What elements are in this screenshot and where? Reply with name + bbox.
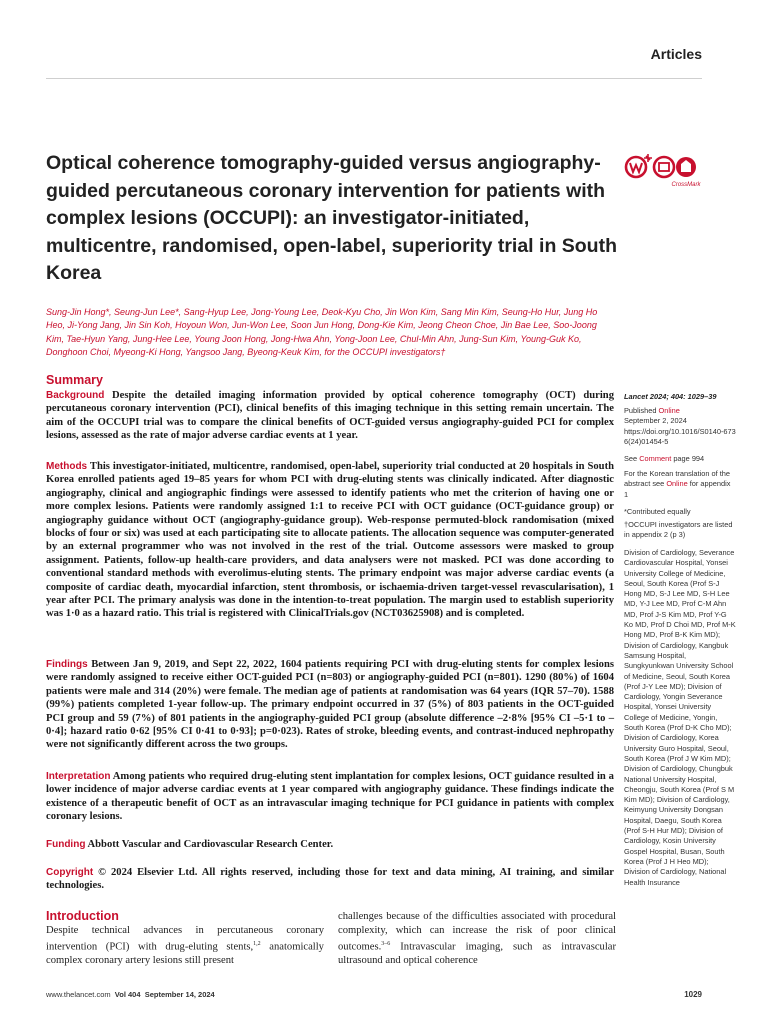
footer-volume: Vol 404	[114, 990, 141, 999]
badges	[624, 152, 704, 192]
copyright-text: © 2024 Elsevier Ltd. All rights reserved, including those for text and data mining, AI training, and similar technologies.	[46, 867, 614, 892]
open-access-icon[interactable]	[626, 154, 674, 177]
published-online-link[interactable]: Online	[658, 406, 680, 415]
methods-text: This investigator-initiated, multicentre, randomised, open-label, superiority trial conducted at 20 hospitals in South Korea enrolled patients aged 19–85 years for whom PCI with drug-eluting stents was clinically indicated. After diagnostic angiography, clinical and angiographic findings were assessed to identify patients who met the criterion of having one or more complex lesions. Patients were randomly assigned 1:1 to receive PCI with OCT guidance (OCT-guidance group) or angiography guidance without OCT (angiography-guidance group). Web-response permuted-block randomisation (mixed blocks of four or six) was used at each participating site to allocate patients. The allocation sequence was computer-generated by an external programmer who was not involved in the rest of the trial. Outcome assessors were masked to group assignment. Patients, follow-up health-care providers, and data analysers were not masked. PCI was done according to conventional standard methods with everolimus-eluting stents. The primary endpoint was major adverse cardiac events (a composite of cardiac death, myocardial infarction, stent thrombosis, or ischaemia-driven target-vessel revascularisation), 1 year after PCI. The primary analysis was done in the intention-to-treat population. The margin used to establish superiority was 1·0 as a hazard ratio. This trial is registered with ClinicalTrials.gov (NCT03625908) and is completed.	[46, 461, 614, 620]
sidebar-see-comment: See Comment page 994	[624, 454, 705, 463]
interpretation-text: Among patients who required drug-eluting stent implantation for complex lesions, OCT guidance resulted in a lower incidence of major adverse cardiac events at 1 year compared with angiography guidance. These findings indicate the existence of a therapeutic benefit of OCT as an intravascular imaging technique for PCI guidance in patients with complex coronary lesions.	[46, 771, 614, 823]
crossmark-icon[interactable]	[676, 157, 696, 177]
findings-text: Between Jan 9, 2019, and Sept 22, 2022, 1604 patients requiring PCI with drug-eluting stents for complex lesions were randomly assigned to receive either OCT-guided PCI (n=803) or angiography-guided PCI (n=801). 1290 (80%) of 1604 patients were male and 314 (20%) were female. The median age of patients at randomisation was 64 years (IQR 57–70). 1588 (99%) patients completed 1-year follow-up. The primary endpoint occurred in 37 (5%) of 803 patients in the OCT-guided PCI group and 59 (7%) of 801 patients in the angiography-guided PCI group (absolute difference –2·8% [95% CI –5·1 to –0·4]; hazard ratio 0·62 [95% CI 0·41 to 0·93]; p=0·023). Rates of stroke, bleeding events, and contrast-induced nephropathy were not significantly different across the two groups.	[46, 659, 614, 751]
abstract-methods	[46, 460, 614, 621]
methods-label: Methods	[46, 461, 88, 472]
footer-date: September 14, 2024	[144, 990, 215, 999]
header-rule	[46, 78, 702, 79]
abstract-funding	[46, 838, 614, 851]
page-number: 1029	[684, 990, 702, 999]
author-list: Sung-Jin Hong*, Seung-Jun Lee*, Sang-Hyup Lee, Jong-Young Lee, Deok-Kyu Cho, Jin Won Kim, Sang Min Kim, Seung-Ho Hur, Jung Ho Heo, Ji-Yong Jang, Jin Sin Koh, Hoyoun Won, Jun-Won Lee, Soon Jun Hong, Dong-Kie Kim, Jeong Cheon Choe, Jin Bae Lee, Soo-Joong Kim, Tae-Hyun Yang, Jung-Hee Lee, Young Joon Hong, Jong-Hwa Ahn, Yong-Joon Lee, Chul-Min Ahn, Jung-Sun Kim, Young-Guk Ko, Donghoon Choi, Myeong-Ki Hong, Yangsoo Jang, Byeong-Keuk Kim, for the OCCUPI investigators†	[46, 307, 598, 358]
findings-label: Findings	[46, 659, 88, 670]
summary-heading: Summary	[46, 373, 103, 387]
intro-column-2: challenges because of the difficulties associated with procedural complexity, which can increase the risk of poor clinical outcomes.$^{3-6}$ Intravascular imaging, such as intravascular ultrasound and optical coherence	[338, 911, 616, 966]
funding-text: Abbott Vascular and Cardiovascular Research Center.	[87, 839, 334, 850]
sidebar-investigators: †OCCUPI investigators are listed in appendix 2 (p 3)	[624, 520, 733, 540]
korean-online-link[interactable]: Online	[666, 479, 688, 489]
sidebar-korean: For the Korean translation of the abstract see Online for appendix 1	[624, 469, 731, 499]
funding-label: Funding	[46, 839, 86, 850]
article-title: Optical coherence tomography-guided versus angiography-guided percutaneous coronary intervention for patients with complex lesions (OCCUPI): an investigator-initiated, multicentre, randomised, open-label, superiority trial in South Korea	[46, 152, 618, 284]
copyright-label: Copyright	[46, 867, 94, 878]
footer-site[interactable]: www.thelancet.com	[46, 990, 111, 999]
section-label: Articles	[650, 46, 702, 62]
footer-left	[46, 990, 215, 999]
abstract-findings	[46, 658, 614, 752]
comment-link[interactable]: Comment	[639, 454, 672, 463]
interpretation-label: Interpretation	[46, 771, 111, 782]
intro-column-1: Despite technical advances in percutaneous coronary intervention (PCI) with drug-eluting stents,$^{1,2}$ anatomically complex coronary artery lesions still present	[46, 925, 324, 967]
abstract-interpretation	[46, 770, 614, 824]
sidebar-citation: Lancet 2024; 404: 1029–39	[624, 392, 717, 401]
abstract-copyright	[46, 866, 614, 893]
background-label: Background	[46, 390, 105, 401]
crossmark-label: CrossMark	[671, 182, 701, 188]
abstract-background	[46, 389, 614, 443]
sidebar-affiliations: Division of Cardiology, Severance Cardiovascular Hospital, Yonsei University College of Medicine, Seoul, South Korea (Prof S-J Hong MD, S-J Lee MD, S-H Lee MD, Y-J Lee MD, Prof C-M Ahn MD, Prof J-S Kim MD, Prof Y-G Ko MD, Prof D Choi MD, Prof M-K Hong MD, Prof B-K Kim MD); Division of Cardiology, Kangbuk Samsung Hospital, Sungkyunkwan University School of Medicine, Seoul, South Korea (Prof J-Y Lee MD); Division of Cardiology, Yongin Severance Hospital, Yonsei University College of Medicine, Yongin, South Korea (Prof D-K Cho MD); Division of Cardiology, Korea University Guro Hospital, Seoul, South Korea (Prof J W Kim MD); Division of Cardiology, Chungbuk National University Hospital, Cheongju, South Korea (Prof S M Kim MD); Division of Cardiology, Keimyung University Dongsan Hospital, Daegu, South Korea (Prof S-H Hur MD); Division of Cardiology, Kosin University Gospel Hospital, Busan, South Korea (Prof J H Heo MD); Division of Cardiology, National Health Insurance	[624, 548, 736, 887]
doi-link[interactable]: https://doi.org/10.1016/S0140-6736(24)01454-5	[624, 426, 736, 446]
sidebar-contrib: *Contributed equally	[624, 507, 691, 516]
sidebar-published: Published Online September 2, 2024 https://doi.org/10.1016/S0140-6736(24)01454-5	[624, 406, 736, 446]
introduction-heading: Introduction	[46, 909, 119, 923]
background-text: Despite the detailed imaging information provided by optical coherence tomography (OCT) during percutaneous coronary intervention (PCI), clinical benefits of this imaging technique in this setting remain uncertain. The aim of the OCCUPI trial was to compare the clinical benefits of OCT-guided versus angiography-guided PCI for complex lesions, assessed as the rate of major adverse cardiac events at 1 year.	[46, 390, 614, 442]
